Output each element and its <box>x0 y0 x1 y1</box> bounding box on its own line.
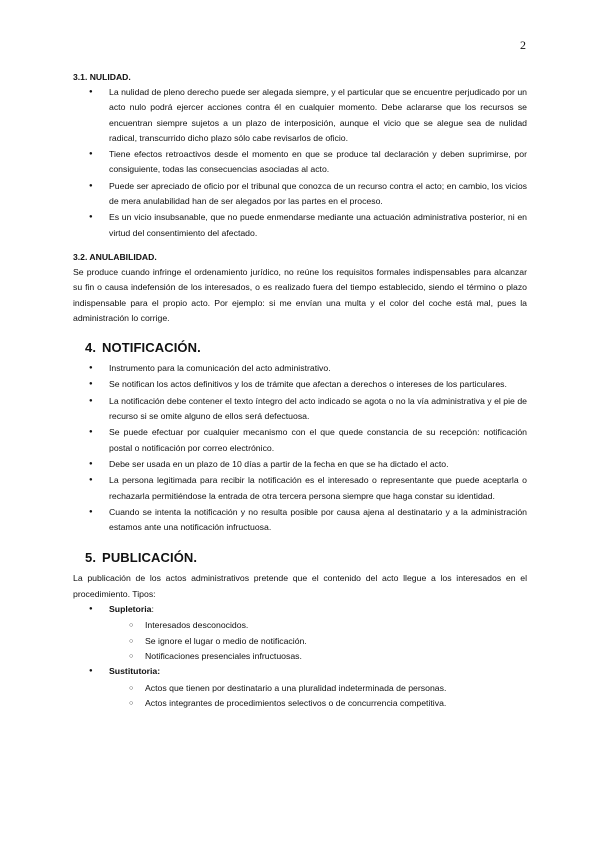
section-title: PUBLICACIÓN. <box>102 550 198 566</box>
list-item: ● Cuando se intenta la notificación y no resulta posible por causa ajena al destinatario y a la administración estamos ante una notificación infructuosa. <box>73 505 527 536</box>
publicacion-types-list-2 <box>73 664 527 679</box>
sustitutoria-sub-list <box>73 681 527 712</box>
list-item: ● Se notifican los actos definitivos y los de trámite que afectan a derechos o intereses de los particulares. <box>73 377 527 392</box>
nulidad-bullet-list <box>73 85 527 241</box>
section-heading-nulidad: 3.1. NULIDAD. <box>73 72 131 82</box>
list-item: ○ Interesados desconocidos. <box>73 618 527 633</box>
section-heading-notificacion <box>73 340 527 355</box>
list-item: ● Puede ser apreciado de oficio por el tribunal que conozca de un recurso contra el acto; en cambio, los vicios de mera anulabilidad han de ser alegados por las partes en el proceso. <box>73 179 527 210</box>
list-item: ○ Actos que tienen por destinatario a una pluralidad indeterminada de personas. <box>73 681 527 696</box>
list-item-supletoria: ● Supletoria: <box>73 602 527 617</box>
publicacion-intro: La publicación de los actos administrativos pretende que el contenido del acto llegue a los interesados en el procedimiento. Tipos: <box>73 573 527 599</box>
section-number: 5. <box>85 550 97 566</box>
list-item: ● Se puede efectuar por cualquier mecanismo con el que quede constancia de su recepción: notificación postal o notificación por correo electrónico. <box>73 425 527 456</box>
list-item: ● Instrumento para la comunicación del acto administrativo. <box>73 361 527 376</box>
list-item: ● Tiene efectos retroactivos desde el momento en que se produce tal declaración y deben suprimirse, por consiguiente, todas las consecuencias asociadas al acto. <box>73 147 527 178</box>
list-item: ○ Se ignore el lugar o medio de notificación. <box>73 634 527 649</box>
supletoria-sub-list <box>73 618 527 664</box>
section-heading-anulabilidad: 3.2. ANULABILIDAD. <box>73 251 157 262</box>
publicacion-types-list <box>73 602 527 617</box>
list-item: ● Es un vicio insubsanable, que no puede enmendarse mediante una actuación administrativa posterior, ni en virtud del consentimiento del afectado. <box>73 210 527 241</box>
list-item: ● Debe ser usada en un plazo de 10 días a partir de la fecha en que se ha dictado el acto. <box>73 457 527 472</box>
type-label-sustitutoria: Sustitutoria: <box>109 666 161 677</box>
section-number: 4. <box>85 340 97 356</box>
section-title: NOTIFICACIÓN. <box>102 340 201 356</box>
page-content <box>73 72 527 711</box>
list-item: ○ Actos integrantes de procedimientos selectivos o de concurrencia competitiva. <box>73 696 527 711</box>
list-item: ● La notificación debe contener el texto íntegro del acto indicado se agota o no la vía administrativa y el pie de recurso si se omite alguno de ellos será defectuosa. <box>73 394 527 425</box>
type-label-supletoria: Supletoria <box>109 604 152 615</box>
list-item-sustitutoria <box>73 664 527 679</box>
page-number: 2 <box>520 38 526 52</box>
section-heading-publicacion <box>73 550 527 565</box>
notificacion-bullet-list <box>73 361 527 535</box>
list-item: ● La nulidad de pleno derecho puede ser alegada siempre, y el particular que se encuentre perjudicado por un acto nulo podrá ejercer acciones contra él en cualquier momento. Debe aclararse que los recursos se encuentran siempre sujetos a un plazo de interposición, aunque el vicio que se alegue sea de nulidad radical, transcurrido dicho plazo sólo cabe revisarlos de oficio. <box>73 85 527 146</box>
list-item: ○ Notificaciones presenciales infructuosas. <box>73 649 527 664</box>
anulabilidad-paragraph: Se produce cuando infringe el ordenamiento jurídico, no reúne los requisitos formales indispensables para alcanzar su fin o causa indefensión de los interesados, o es realizado fuera del tiempo establecido, siendo el término o plazo indispensable para el propio acto. Por ejemplo: si me envían una multa y el color del coche está mal, pues la administración lo corrige. <box>73 266 527 323</box>
list-item: ● La persona legitimada para recibir la notificación es el interesado o representante que puede aceptarla o rechazarla permitiéndose la entrada de otra tercera persona siempre que haga constar su identidad. <box>73 473 527 504</box>
